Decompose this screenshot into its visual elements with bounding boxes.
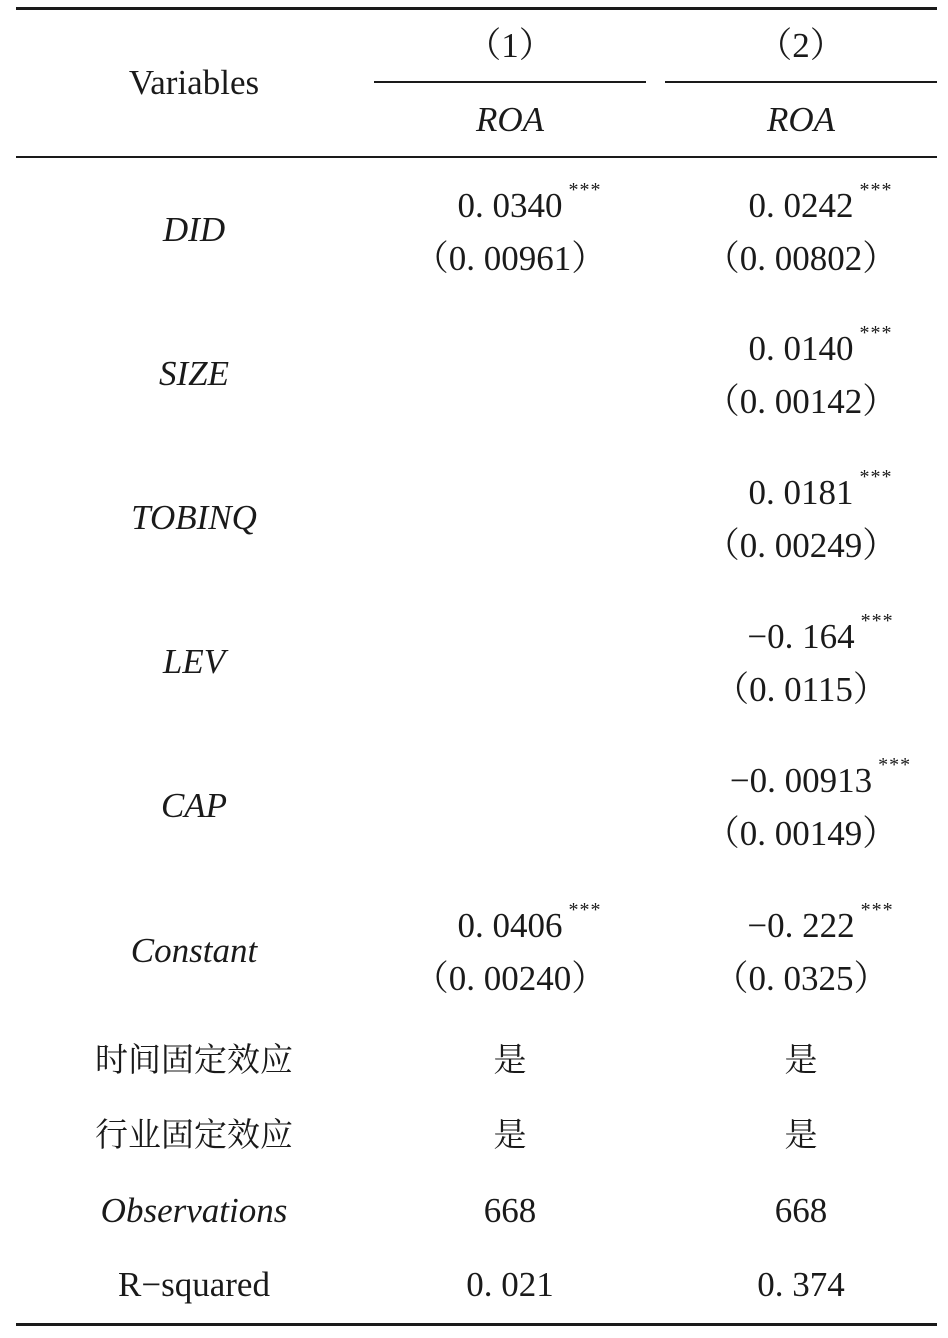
bottom-rule (16, 1323, 937, 1326)
col2-subrule (665, 81, 937, 83)
significance-stars: *** (568, 179, 602, 201)
observations-col1: 668 (483, 1191, 537, 1230)
did-col2-se: （0. 00802） (704, 239, 898, 278)
significance-stars: *** (878, 754, 912, 776)
did-col1-coef (374, 179, 646, 226)
row-label-r-squared: R−squared (118, 1265, 270, 1304)
did-col1-se: （0. 00961） (413, 239, 607, 278)
top-rule (16, 7, 937, 10)
row-label-time-fe: 时间固定效应 (95, 1040, 293, 1079)
industry-fe-col1: 是 (493, 1115, 527, 1154)
time-fe-col1: 是 (493, 1040, 527, 1079)
coefficient-value: −0. 222 (747, 906, 855, 945)
coefficient-value: 0. 0181 (748, 473, 854, 512)
coefficient-value (729, 754, 912, 801)
row-label-observations: Observations (100, 1191, 288, 1230)
row-label-cap: CAP (160, 786, 228, 825)
coefficient-value: 0. 0340 (457, 186, 563, 225)
significance-stars: *** (860, 610, 894, 632)
size-col2-se: （0. 00142） (704, 382, 898, 421)
cap-col2-coef (665, 754, 937, 801)
coefficient-value (457, 179, 602, 226)
row-label-size: SIZE (159, 354, 229, 393)
coefficient-value: 0. 0406 (457, 906, 563, 945)
row-label-constant: Constant (130, 931, 258, 970)
col1-subrule (374, 81, 646, 83)
constant-col1-se: （0. 00240） (413, 959, 607, 998)
lev-col2-se: （0. 0115） (714, 670, 888, 709)
size-col2-coef (665, 322, 937, 369)
row-label-tobinq: TOBINQ (131, 498, 257, 537)
coefficient-value: −0. 164 (747, 617, 855, 656)
lev-col2-coef (665, 610, 937, 657)
tobinq-col2-coef (665, 466, 937, 513)
coefficient-value (457, 899, 602, 946)
header-col2-dep: ROA (766, 100, 836, 139)
coefficient-value (748, 322, 893, 369)
observations-col2: 668 (774, 1191, 828, 1230)
coefficient-value (748, 466, 893, 513)
header-variables: Variables (128, 63, 260, 102)
coefficient-value (747, 899, 894, 946)
tobinq-col2-se: （0. 00249） (704, 526, 898, 565)
significance-stars: *** (859, 179, 893, 201)
industry-fe-col2: 是 (784, 1115, 818, 1154)
r-squared-col1: 0. 021 (466, 1265, 554, 1304)
header-col1-number: （1） (466, 26, 554, 65)
r-squared-col2: 0. 374 (757, 1265, 845, 1304)
significance-stars: *** (860, 899, 894, 921)
row-label-industry-fe: 行业固定效应 (95, 1115, 293, 1154)
significance-stars: *** (859, 322, 893, 344)
coefficient-value: −0. 00913 (729, 761, 873, 800)
cap-col2-se: （0. 00149） (704, 814, 898, 853)
row-label-did: DID (162, 210, 226, 249)
did-col2-coef (665, 179, 937, 226)
coefficient-value (747, 610, 894, 657)
coefficient-value: 0. 0140 (748, 329, 854, 368)
constant-col1-coef (374, 899, 646, 946)
constant-col2-coef (665, 899, 937, 946)
mid-rule (16, 156, 937, 158)
header-col1-dep: ROA (475, 100, 545, 139)
coefficient-value (748, 179, 893, 226)
row-label-lev: LEV (162, 642, 226, 681)
significance-stars: *** (568, 899, 602, 921)
header-col2-number: （2） (757, 26, 845, 65)
constant-col2-se: （0. 0325） (713, 959, 889, 998)
significance-stars: *** (859, 466, 893, 488)
time-fe-col2: 是 (784, 1040, 818, 1079)
coefficient-value: 0. 0242 (748, 186, 854, 225)
